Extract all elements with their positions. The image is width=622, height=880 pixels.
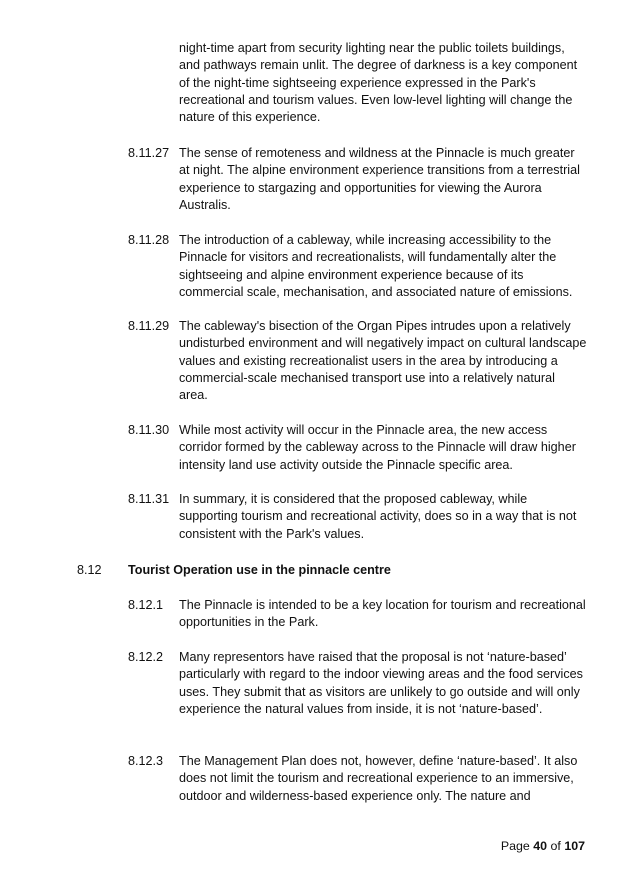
paragraph-text: In summary, it is considered that the proposed cableway, while supporting tourism and recreational activity, does so in a way that is not consistent with the Park's values. [179, 492, 577, 541]
paragraph-text: The Pinnacle is intended to be a key location for tourism and recreational opportunities in the Park. [179, 598, 586, 630]
section-number: 8.12 [77, 563, 102, 577]
paragraph-text: The introduction of a cableway, while increasing accessibility to the Pinnacle for visitors and recreationalists, will fundamentally alter the sightseeing and alpine environment experience because of its commercial scale, mechanisation, and associated nature of emissions. [179, 233, 573, 299]
page-label: Page [500, 839, 530, 853]
total-pages: 107 [564, 839, 585, 853]
paragraph-number: 8.11.29 [128, 319, 170, 333]
page-footer [501, 838, 585, 855]
of-label: of [550, 839, 561, 853]
continuation-paragraph: night-time apart from security lighting near the public toilets buildings, and pathways remain unlit. The degree of darkness is a key component of the night-time sightseeing experience expressed in the Park's recreational and tourism values. Even low-level lighting will change the nature of this experience. [179, 41, 578, 125]
paragraph-number: 8.12.3 [128, 754, 164, 768]
paragraph-number: 8.11.30 [128, 423, 170, 437]
paragraph-number: 8.11.28 [128, 233, 170, 247]
paragraph-text: While most activity will occur in the Pinnacle area, the new access corridor formed by the cableway across to the Pinnacle will draw higher intensity land use activity outside the Pinnacle specific area. [179, 423, 576, 472]
section-title: Tourist Operation use in the pinnacle centre [128, 563, 391, 577]
paragraph-text: The cableway's bisection of the Organ Pipes intrudes upon a relatively undisturbed environment and will negatively impact on cultural landscape values and existing recreationalist users in the area by introducing a commercial-scale mechanised transport use into a relatively natural area. [179, 319, 587, 403]
paragraph-number: 8.11.31 [128, 492, 170, 506]
paragraph-number: 8.12.1 [128, 598, 164, 612]
paragraph-number: 8.11.27 [128, 146, 170, 160]
paragraph-text: The Management Plan does not, however, define ‘nature-based’. It also does not limit the tourism and recreational experience to an immersive, outdoor and wilderness-based experience only. The nature and [179, 754, 578, 803]
paragraph-text: Many representors have raised that the proposal is not ‘nature-based’ particularly with regard to the indoor viewing areas and the food services uses. They submit that as visitors are unlikely to go outside and will only experience the natural values from inside, it is not ‘nature-based’. [179, 650, 583, 716]
paragraph-number: 8.12.2 [128, 650, 164, 664]
paragraph-text: The sense of remoteness and wildness at the Pinnacle is much greater at night. The alpine environment experience transitions from a terrestrial experience to stargazing and opportunities for viewing the Aurora Australis. [179, 146, 580, 212]
page-number: 40 [533, 839, 548, 853]
